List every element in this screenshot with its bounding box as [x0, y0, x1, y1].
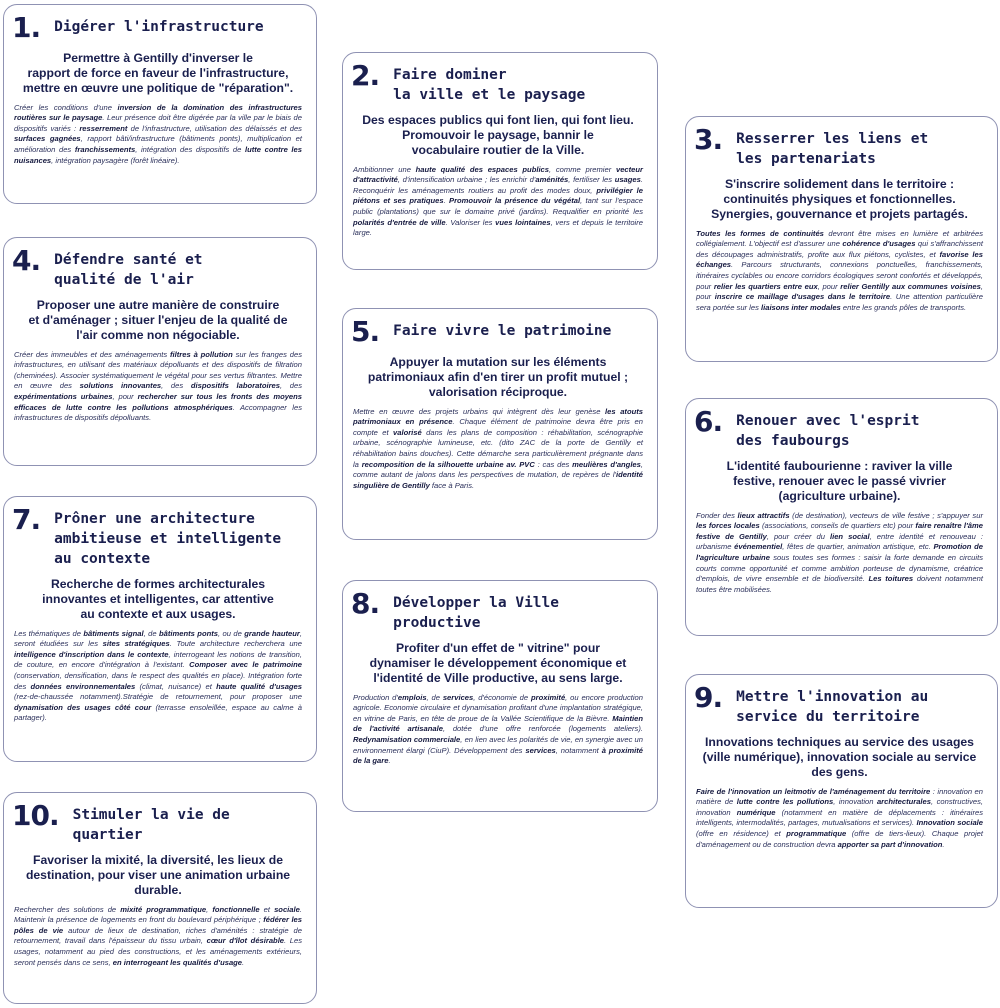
emphasis-text: haute qualité des espaces publics — [415, 164, 549, 174]
emphasis-text: bâtiments signal — [83, 628, 144, 638]
body-text: , de — [143, 628, 160, 638]
emphasis-text: fonctionnelle — [212, 904, 260, 914]
emphasis-text: en interrogeant les qualités d'usage — [112, 957, 243, 967]
body-text: Ambitionner une — [353, 164, 416, 174]
body-text: . — [242, 957, 245, 967]
card-header — [351, 589, 645, 633]
card-9 — [685, 674, 998, 908]
card-body — [696, 511, 983, 596]
body-text: Production d' — [353, 692, 398, 702]
card-number: 1. — [12, 11, 41, 44]
emphasis-text: fédérer les pôles de vie — [14, 915, 302, 935]
emphasis-text: vues lointaines — [495, 217, 551, 227]
body-text: , des — [161, 381, 191, 391]
body-text: , intégration paysagère (forêt linéaire). — [51, 155, 180, 165]
card-body — [14, 629, 302, 724]
card-title: Renouer avec l'esprit des faubourgs — [736, 413, 920, 449]
body-text: , fêtes de quartier, animation artistique, etc. — [782, 542, 934, 552]
emphasis-text: emplois — [397, 692, 427, 702]
card-header — [694, 683, 985, 727]
emphasis-text: lien social — [829, 531, 870, 541]
body-text: , notamment — [555, 745, 602, 755]
emphasis-text: filtres à pollution — [170, 349, 233, 359]
body-text: face à Paris. — [429, 480, 475, 490]
emphasis-text: resserrement — [79, 123, 128, 133]
body-text: . — [443, 196, 450, 206]
body-text: (offre de tiers-lieux). Chaque projet d'aménagement ou de construction devra — [696, 828, 983, 849]
body-text: Mettre en œuvre des projets urbains qui intègrent dès leur genèse — [353, 406, 606, 416]
card-title: Mettre l'innovation au service du territoire — [736, 689, 929, 725]
body-text: (climat, nuisance) et — [135, 681, 217, 691]
card-header — [351, 61, 645, 105]
body-text: , d'économie de — [473, 692, 531, 702]
card-body — [353, 407, 643, 492]
card-title: Stimuler la vie de quartier — [72, 807, 230, 843]
emphasis-text: haute qualité d'usages — [216, 681, 303, 691]
card-subtitle: Appuyer la mutation sur les éléments patrimoniaux afin d'en tirer un profit mutuel ; valorisation réciproque. — [367, 355, 629, 400]
emphasis-text: privilégier le piétons et ses pratiques — [353, 185, 643, 206]
body-text: , pour créer du — [766, 531, 830, 541]
body-text: Créer les conditions d'une — [14, 102, 118, 112]
body-text: . Maintenir la présence de logements en front du boulevard périphérique ; — [14, 904, 302, 925]
emphasis-text: Les toitures — [868, 574, 914, 584]
body-text: , ou encore production agricole. Economie circulaire et dynamisation profitant d'une implantation stratégique, en vitrine de Paris, en tête de proue de la Vallée Scientifique de la Bièvre. — [353, 692, 643, 723]
emphasis-text: cœur d'îlot désirable — [206, 936, 285, 946]
card-number: 3. — [694, 123, 723, 156]
emphasis-text: lutte contre les pollutions — [736, 797, 834, 807]
card-body — [353, 165, 643, 239]
card-title: Faire dominer la ville et le paysage — [393, 67, 586, 103]
card-body — [353, 693, 643, 767]
body-text: , interrogeant les notions de transition, de couture, en encore d'intégration à l'existant. — [14, 649, 302, 670]
card-title: Prôner une architecture ambitieuse et intelligente au contexte — [54, 511, 282, 567]
body-text: autour de lieux de destination, riches d'aménités : stratégie de retournement, travail dans l'épaisseur du tissu urbain, — [14, 925, 302, 946]
card-header — [12, 13, 304, 43]
body-text: . Les usages, notamment au pied des constructions, et les aménagements extérieurs, seront pensés dans ce sens, — [14, 936, 302, 967]
emphasis-text: services — [442, 692, 474, 702]
emphasis-text: services — [525, 745, 556, 755]
body-text: , pour — [696, 281, 983, 302]
body-text: doivent notamment toutes être mobilisées. — [696, 574, 983, 594]
card-number: 9. — [694, 681, 723, 714]
card-subtitle: Proposer une autre manière de construire et d'aménager ; situer l'enjeu de la qualité de l'air comme non négociable. — [28, 298, 288, 343]
card-number: 10. — [12, 799, 59, 832]
emphasis-text: cohérence d'usages — [842, 239, 916, 249]
body-text: . Parcours structurants, connexions ponctuelles, franchissements, itinéraires cyclables ou encore corridors écologiques seront confortés et développés, pour — [696, 260, 983, 291]
card-number: 4. — [12, 244, 41, 277]
emphasis-text: franchissements — [74, 144, 136, 154]
emphasis-text: valorisé — [393, 427, 422, 437]
body-text: , innovation — [833, 797, 877, 807]
card-body — [14, 103, 302, 167]
emphasis-text: Maintien de l'activité artisanale — [353, 713, 643, 734]
emphasis-text: favorise les échanges — [696, 249, 983, 270]
emphasis-text: sociale — [274, 904, 300, 914]
emphasis-text: solutions innovantes — [79, 381, 162, 391]
body-text: . Toute architecture recherchera une — [169, 639, 303, 649]
emphasis-text: apporter sa part d'innovation — [837, 839, 943, 849]
body-text: (associations, conseils de quartiers etc) pour — [759, 521, 916, 531]
card-7 — [3, 496, 317, 762]
emphasis-text: meulières d'angles — [572, 459, 641, 469]
card-title: Défendre santé et qualité de l'air — [54, 252, 203, 288]
emphasis-text: Promotion de l'agriculture urbaine — [696, 542, 983, 562]
body-text: , constructives, innovation — [696, 797, 983, 817]
card-header — [12, 246, 304, 290]
emphasis-text: inscrire ce maillage d'usages dans le territoire — [714, 292, 891, 302]
body-text: , tant sur l'espace public (plantations) que sur le domaine privé (jardins). Requalifier en priorité les — [353, 196, 643, 216]
emphasis-text: Promouvoir la présence du végétal — [449, 196, 581, 206]
emphasis-text: numérique — [736, 807, 776, 817]
card-header — [12, 801, 304, 845]
emphasis-text: relier les quartiers entre eux — [713, 281, 818, 291]
body-text: , rapport bâti/infrastructure (bâtiments ponts), multiplication et amélioration des — [14, 134, 302, 154]
card-5 — [342, 308, 658, 540]
body-text: devront être mises en lumière et arbitrées collégialement. L'objectif est d'assurer une — [696, 228, 983, 249]
card-subtitle: Profiter d'un effet de " vitrine" pour dynamiser le développement économique et l'identité de Ville productive, au sens large. — [369, 641, 627, 686]
card-title: Développer la Ville productive — [393, 595, 559, 631]
emphasis-text: programmatique — [786, 828, 847, 838]
emphasis-text: intelligence d'inscription dans le contexte — [14, 649, 169, 659]
card-subtitle: Recherche de formes architecturales innovantes et intelligentes, car attentive au contexte et aux usages. — [42, 577, 274, 622]
card-2 — [342, 52, 658, 270]
body-text: , entre identité et renouveau : urbanisme — [696, 531, 983, 552]
card-subtitle: Favoriser la mixité, la diversité, les lieux de destination, pour viser une animation urbaine durable. — [25, 853, 291, 898]
body-text: dans les plans de composition : réhabilitation, scénographie urbaine, scénographie lumineuse, etc. (dito ZAC de la porte de Gentilly et réhabilitation bains douches). Cette démarche sera particulièrement prégnante dans la — [353, 427, 643, 469]
body-text: qui s'affranchissent des découpages administratifs, profite aux flux piétons, cyclistes, et — [696, 239, 983, 259]
body-text: , des — [279, 381, 302, 391]
card-header — [351, 317, 645, 347]
body-text: , en lien avec les polarités de vie, en synergie avec un environnement élargi (CiuP). Développement des — [353, 734, 644, 755]
body-text: . Une attention particulière sera portée sur les — [696, 292, 983, 312]
emphasis-text: Redynamisation commerciale — [353, 734, 461, 744]
card-subtitle: L'identité faubourienne : raviver la ville festive, renouer avec le passé vivrier (agriculture urbaine). — [726, 459, 953, 504]
emphasis-text: Faire de l'innovation un leitmotiv de l'aménagement du territoire — [696, 786, 931, 796]
body-text: entre les grands pôles de transports. — [840, 302, 967, 312]
body-text: . Reconquérir les aménagements routiers au profit des modes doux, — [353, 175, 643, 195]
emphasis-text: expérimentations urbaines — [14, 391, 113, 401]
card-header — [694, 407, 985, 451]
emphasis-text: lutte contre les nuisances — [14, 144, 302, 165]
card-number: 6. — [694, 405, 723, 438]
body-text: , comme autant de jalons dans les perspectives de mutation, de repères de l' — [353, 459, 643, 480]
card-subtitle: Innovations techniques au service des usages (ville numérique), innovation sociale au service des gens. — [702, 735, 977, 780]
emphasis-text: données environnementales — [30, 681, 136, 691]
card-subtitle: S'inscrire solidement dans le territoire : continuités physiques et fonctionnelles. Synergies, gouvernance et projets partagés. — [711, 177, 968, 222]
body-text: , comme premier — [549, 164, 616, 174]
emphasis-text: aménités — [535, 175, 569, 185]
body-text: . Accompagner les infrastructures de dispositifs dépolluants. — [14, 402, 302, 423]
card-body — [14, 350, 302, 424]
emphasis-text: les forces locales — [696, 521, 760, 531]
body-text: , fertiliser les — [568, 175, 615, 185]
body-text: , ou de — [217, 628, 245, 638]
body-text: : cas des — [534, 459, 573, 469]
emphasis-text: dispositifs laboratoires — [190, 381, 280, 391]
card-body — [696, 229, 983, 314]
emphasis-text: Composer avec le patrimoine — [189, 660, 302, 670]
body-text: Créer des immeubles et des aménagements — [14, 349, 171, 359]
emphasis-text: sites stratégiques — [102, 639, 170, 649]
emphasis-text: usages — [614, 175, 641, 185]
emphasis-text: faire renaître l'âme festive de Gentilly — [696, 521, 984, 541]
card-10 — [3, 792, 317, 1004]
card-3 — [685, 116, 998, 362]
emphasis-text: proximité — [530, 692, 566, 702]
emphasis-text: les atouts patrimoniaux en présence — [353, 406, 643, 427]
body-text: (de destination), vecteurs de ville festive ; s'appuyer sur — [789, 510, 983, 520]
emphasis-text: grande hauteur — [244, 628, 300, 638]
body-text: (offre en résidence) et — [696, 828, 787, 838]
emphasis-text: architecturales — [876, 797, 931, 807]
body-text: et — [259, 904, 275, 914]
body-text: . — [388, 756, 391, 766]
body-text: , d'intensification urbaine ; les enrichir d' — [397, 175, 536, 185]
card-title: Digérer l'infrastructure — [54, 19, 264, 35]
body-text: . Leur présence doit être digérée par la ville par le biais de dispositifs variés : — [14, 113, 302, 133]
emphasis-text: bâtiments ponts — [159, 628, 218, 638]
card-4 — [3, 237, 317, 466]
card-subtitle: Des espaces publics qui font lien, qui font lieu. Promouvoir le paysage, bannir le vocabulaire routier de la Ville. — [362, 113, 634, 158]
body-text: , vers et depuis le territoire large. — [353, 217, 643, 238]
emphasis-text: vecteur d'attractivité — [353, 164, 643, 185]
body-text: (conservation, densification, dans le respect des qualités en place). Intégration forte des — [14, 670, 302, 691]
card-header — [12, 505, 304, 569]
emphasis-text: à proximité de la gare — [353, 745, 643, 766]
body-text: . Chaque élément de patrimoine devra être pris en compte et — [353, 417, 643, 437]
emphasis-text: inversion de la domination des infrastructures routières sur le paysage — [14, 102, 302, 123]
card-number: 7. — [12, 503, 41, 536]
body-text: (rez-de-chaussée notamment).Stratégie de retournement, pour proposer une — [14, 692, 302, 702]
emphasis-text: lieux attractifs — [737, 510, 790, 520]
emphasis-text: relier Gentilly aux communes voisines — [840, 281, 981, 291]
body-text: Les thématiques de — [14, 628, 84, 638]
card-8 — [342, 580, 658, 812]
card-1 — [3, 4, 317, 204]
emphasis-text: mixité programmatique — [120, 904, 207, 914]
body-text: . Valoriser les — [445, 217, 496, 227]
body-text: sous toutes ses formes : saisir la forte demande en circuits courts comme opportunité et comme ambition porteuse de dynamisme, créatrice d'emplois, de vivre ensemble et de biodiversité. — [696, 552, 983, 584]
body-text: : innovation en matière de — [696, 786, 983, 807]
emphasis-text: Toutes les formes de continuités — [696, 228, 824, 238]
card-subtitle: Permettre à Gentilly d'inverser le rapport de force en faveur de l'infrastructure, mettre en œuvre une politique de "réparation". — [22, 51, 294, 96]
emphasis-text: Innovation sociale — [916, 818, 984, 828]
body-text: , pour — [112, 391, 138, 401]
emphasis-text: événementiel — [734, 542, 783, 552]
emphasis-text: polarités d'entrée de ville — [353, 217, 446, 227]
emphasis-text: dynamisation des usages côté cour — [14, 702, 152, 712]
body-text: (notamment en matière de déplacements : itinéraires intelligents, intermodalités, partages, mutualisations et services). — [696, 807, 983, 828]
emphasis-text: rechercher sur tous les fronts des moyens efficaces de lutte contre les pollutions atmosphériques — [14, 391, 303, 412]
emphasis-text: liaisons inter modales — [761, 302, 841, 312]
body-text: , dotée d'une offre renforcée (logements ateliers). — [442, 724, 643, 734]
body-text: , — [206, 904, 213, 914]
body-text: (terrasse ensoleillée, espace au calme à partager). — [14, 702, 302, 723]
card-6 — [685, 398, 998, 636]
card-title: Faire vivre le patrimoine — [393, 323, 612, 339]
body-text: Rechercher des solutions de — [14, 904, 121, 914]
body-text: , seront étudiées sur les — [14, 628, 302, 649]
emphasis-text: identité singulière de Gentilly — [353, 470, 643, 490]
card-title: Resserrer les liens et les partenariats — [736, 131, 929, 167]
body-text: Fonder des — [696, 510, 738, 520]
card-number: 8. — [351, 587, 380, 620]
body-text: . — [942, 839, 945, 849]
card-body — [696, 787, 983, 851]
card-number: 2. — [351, 59, 380, 92]
body-text: de l'infrastructure, utilisation des délaissés et des — [127, 123, 302, 133]
card-number: 5. — [351, 315, 380, 348]
emphasis-text: recomposition de la silhouette urbaine av. PVC — [361, 459, 535, 469]
card-body — [14, 905, 302, 969]
body-text: , intégration des dispositifs de — [135, 144, 245, 154]
body-text: , de — [426, 692, 443, 702]
card-header — [694, 125, 985, 169]
body-text: sur les franges des infrastructures, en utilisant des matériaux dépolluants et des dispositifs de filtration (cheminées). Associer systématiquement le végétal pour ses vertus filtrantes. Mettre en œuvre des — [14, 349, 302, 391]
emphasis-text: surfaces gagnées — [14, 134, 81, 144]
body-text: , pour — [817, 281, 841, 291]
